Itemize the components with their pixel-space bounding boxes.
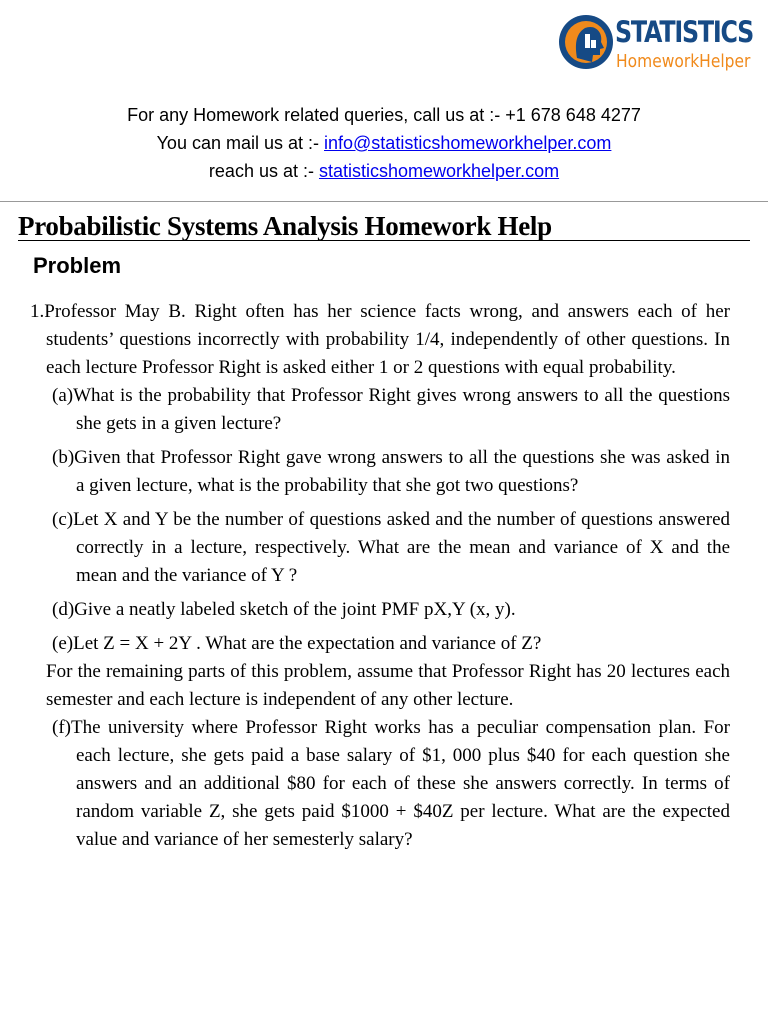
- phone-line: [0, 101, 768, 129]
- website-line: [0, 157, 768, 185]
- problem-parts: [30, 382, 730, 658]
- website-prefix: reach us at :-: [208, 161, 319, 181]
- part-b: (b)Given that Professor Right gave wrong answers to all the questions she was asked in a given lecture, what is the probability that she got two questions?: [52, 447, 730, 496]
- part-c: (c)Let X and Y be the number of questions asked and the number of questions answered correctly in a lecture, respectively. What are the mean and variance of X and the mean and the variance of Y ?: [52, 509, 730, 586]
- problem-intro: 1.Professor May B. Right often has her science facts wrong, and answers each of her students’ questions incorrectly with probability 1/4, independently of other questions. In each lecture Professor Right is asked either 1 or 2 questions with equal probability.: [30, 301, 730, 378]
- logo-head-icon: [557, 12, 615, 76]
- website-link[interactable]: statisticshomeworkhelper.com: [318, 161, 560, 181]
- email-line: [0, 129, 768, 157]
- contact-header: [0, 101, 768, 185]
- remaining-note: For the remaining parts of this problem, assume that Professor Right has 20 lectures each semester and each lecture is independent of any other lecture.: [46, 661, 730, 710]
- section-heading: Problem: [33, 253, 122, 278]
- document-title: Probabilistic Systems Analysis Homework Help: [18, 211, 552, 241]
- brand-logo: [557, 10, 762, 78]
- part-e: (e)Let Z = X + 2Y . What are the expectation and variance of Z?: [52, 633, 542, 654]
- problem-body: [30, 298, 730, 854]
- part-f: (f)The university where Professor Right works has a peculiar compensation plan. For each lecture, she gets paid a base salary of $1, 000 plus $40 for each question she answers and an additional $80 for each of these she answers correctly. In terms of random variable Z, she gets paid $1000 + $40Z per lecture. What are the expected value and variance of her semesterly salary?: [52, 717, 730, 850]
- email-link[interactable]: info@statisticshomeworkhelper.com: [324, 133, 612, 153]
- phone-prefix: For any Homework related queries, call us at :-: [127, 105, 506, 125]
- part-d: (d)Give a neatly labeled sketch of the joint PMF pX,Y (x, y).: [52, 599, 516, 620]
- brand-tagline: HomeworkHelper: [616, 51, 751, 72]
- brand-name: STATISTICS: [615, 15, 754, 49]
- title-underline: [18, 240, 750, 241]
- part-a: (a)What is the probability that Professor Right gives wrong answers to all the questions she gets in a given lecture?: [52, 385, 730, 434]
- phone-number: +1 678 648 4277: [505, 105, 641, 125]
- header-divider: [0, 201, 768, 202]
- email-prefix: You can mail us at :-: [156, 133, 325, 153]
